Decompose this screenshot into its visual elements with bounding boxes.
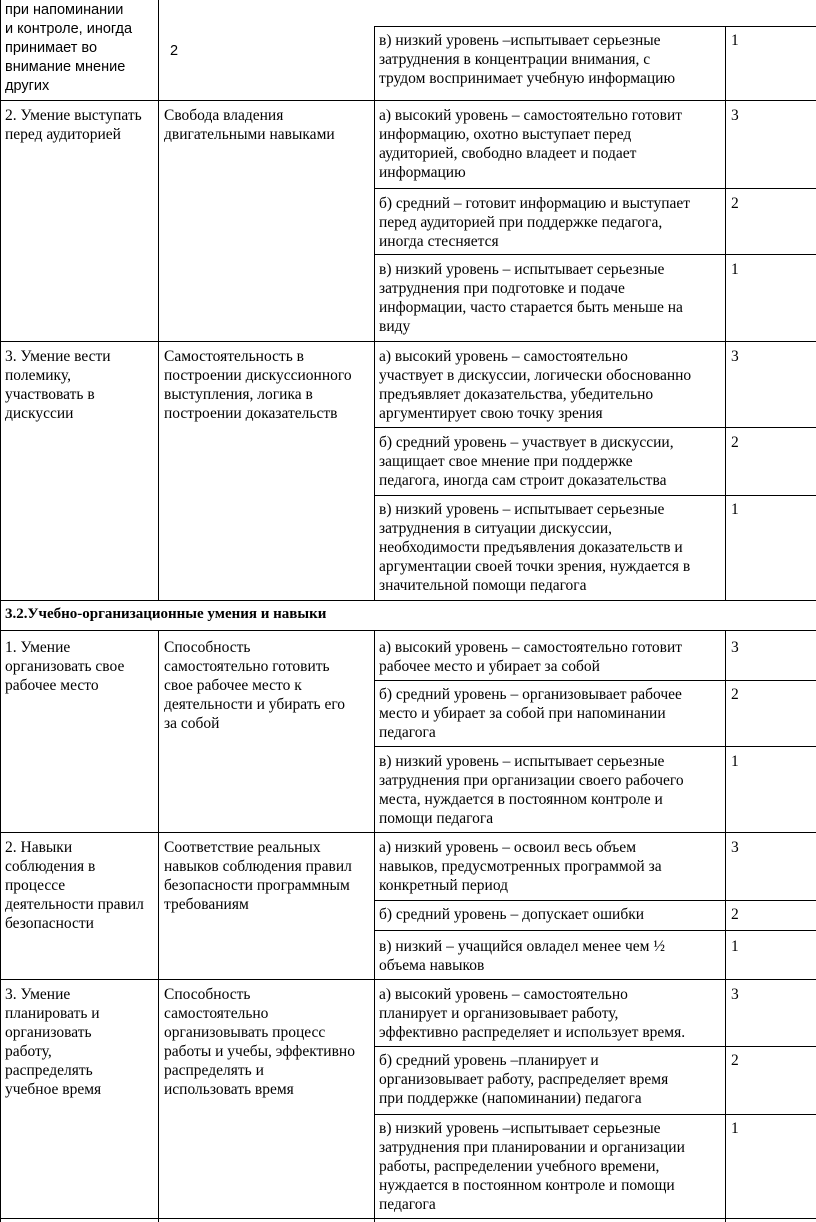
level-score: 1 bbox=[731, 938, 739, 955]
level-description: в) низкий уровень –испытывает серьезные затруднения в концентрации внимания, с трудом воспринимает учебную информацию bbox=[379, 32, 676, 87]
row-divider bbox=[374, 930, 816, 931]
column-divider bbox=[725, 26, 726, 600]
level-description: б) средний уровень – допускает ошибки bbox=[379, 906, 645, 923]
level-score: 3 bbox=[731, 107, 739, 124]
table-border-left bbox=[0, 0, 1, 1222]
row-divider bbox=[374, 254, 816, 255]
row-divider bbox=[374, 900, 816, 901]
criterion-cell: 2 bbox=[170, 43, 179, 59]
level-description: в) низкий уровень – испытывает серьезные затруднения при организации своего рабочего места, нуждается в постоянном контроле и помощи педагога bbox=[379, 753, 684, 827]
level-description: б) средний – готовит информацию и выступает перед аудиторией при поддержке педагога, иногда стесняется bbox=[379, 195, 691, 250]
criterion-cell: Способность самостоятельно готовить свое рабочее место к деятельности и убирать его за собой bbox=[164, 639, 346, 732]
criterion-cell: Свобода владения двигательными навыками bbox=[164, 107, 335, 143]
level-score: 2 bbox=[731, 434, 739, 451]
column-divider bbox=[158, 0, 159, 600]
level-score: 3 bbox=[731, 986, 739, 1003]
row-divider bbox=[0, 600, 816, 601]
skill-cell: 2. Умение выступать перед аудиторией bbox=[5, 107, 142, 143]
row-divider bbox=[0, 100, 816, 101]
skill-cell: при напоминании и контроле, иногда принимает во внимание мнение других bbox=[5, 2, 133, 94]
level-score: 2 bbox=[731, 906, 739, 923]
level-score: 1 bbox=[731, 501, 739, 518]
row-divider bbox=[0, 630, 816, 631]
level-score: 1 bbox=[731, 261, 739, 278]
section-heading: 3.2.Учебно-организационные умения и навыки bbox=[5, 606, 327, 622]
level-description: в) низкий – учащийся овладел менее чем ½ объема навыков bbox=[379, 938, 665, 974]
level-description: а) высокий уровень – самостоятельно планирует и организовывает работу, эффективно распределяет и использует время. bbox=[379, 986, 686, 1041]
level-description: б) средний уровень – организовывает рабочее место и убирает за собой при напоминании педагога bbox=[379, 686, 682, 741]
row-divider bbox=[374, 1114, 816, 1115]
level-description: б) средний уровень – участвует в дискуссии, защищает свое мнение при поддержке педагога, иногда сам строит доказательства bbox=[379, 434, 674, 489]
row-divider bbox=[0, 832, 816, 833]
table-border-bottom bbox=[0, 1218, 816, 1219]
level-score: 2 bbox=[731, 686, 739, 703]
row-divider bbox=[0, 341, 816, 342]
level-description: а) высокий уровень – самостоятельно готовит информацию, охотно выступает перед аудиторией, свободно владеет и подает информацию bbox=[379, 107, 683, 181]
level-score: 1 bbox=[731, 1120, 739, 1137]
row-divider bbox=[374, 1046, 816, 1047]
level-description: в) низкий уровень –испытывает серьезные затруднения при планировании и организации работы, распределении учебного времени, нуждается в постоянном контроле и помощи педагога bbox=[379, 1120, 685, 1213]
level-description: в) низкий уровень – испытывает серьезные затруднения при подготовке и подаче информации, часто старается быть меньше на виду bbox=[379, 261, 683, 335]
level-score: 2 bbox=[731, 195, 739, 212]
row-divider bbox=[374, 746, 816, 747]
skill-cell: 3. Умение планировать и организовать работу, распределять учебное время bbox=[5, 986, 102, 1098]
column-divider bbox=[374, 26, 375, 600]
skill-cell: 3. Умение вести полемику, участвовать в дискуссии bbox=[5, 348, 111, 422]
level-score: 3 bbox=[731, 639, 739, 656]
level-score: 1 bbox=[731, 32, 739, 49]
level-description: а) высокий уровень – самостоятельно готовит рабочее место и убирает за собой bbox=[379, 639, 683, 675]
row-divider bbox=[374, 680, 816, 681]
level-score: 1 bbox=[731, 753, 739, 770]
column-divider bbox=[158, 630, 159, 1222]
level-score: 2 bbox=[731, 1052, 739, 1069]
level-description: в) низкий уровень – испытывает серьезные затруднения в ситуации дискуссии, необходимости предъявления доказательств и аргументации своей точки зрения, нуждается в значительной помощи педагога bbox=[379, 501, 691, 594]
row-divider bbox=[374, 26, 816, 27]
column-divider bbox=[725, 630, 726, 1222]
row-divider bbox=[374, 495, 816, 496]
row-divider bbox=[0, 979, 816, 980]
column-divider bbox=[374, 630, 375, 1222]
level-score: 3 bbox=[731, 839, 739, 856]
criterion-cell: Соответствие реальных навыков соблюдения правил безопасности программным требованиям bbox=[164, 839, 352, 913]
skill-cell: 2. Навыки соблюдения в процессе деятельности правил безопасности bbox=[5, 839, 144, 932]
row-divider bbox=[374, 427, 816, 428]
criterion-cell: Самостоятельность в построении дискуссионного выступления, логика в построении доказательств bbox=[164, 348, 352, 422]
skill-cell: 1. Умение организовать свое рабочее место bbox=[5, 639, 125, 694]
criterion-cell: Способность самостоятельно организовывать процесс работы и учебы, эффективно распределять и использовать время bbox=[164, 986, 355, 1098]
row-divider bbox=[374, 188, 816, 189]
level-description: б) средний уровень –планирует и организовывает работу, распределяет время при поддержке (напоминании) педагога bbox=[379, 1052, 669, 1107]
level-score: 3 bbox=[731, 348, 739, 365]
level-description: а) высокий уровень – самостоятельно участвует в дискуссии, логически обоснованно предъявляет доказательства, убедительно аргументирует свою точку зрения bbox=[379, 348, 692, 422]
level-description: а) низкий уровень – освоил весь объем навыков, предусмотренных программой за конкретный период bbox=[379, 839, 662, 894]
